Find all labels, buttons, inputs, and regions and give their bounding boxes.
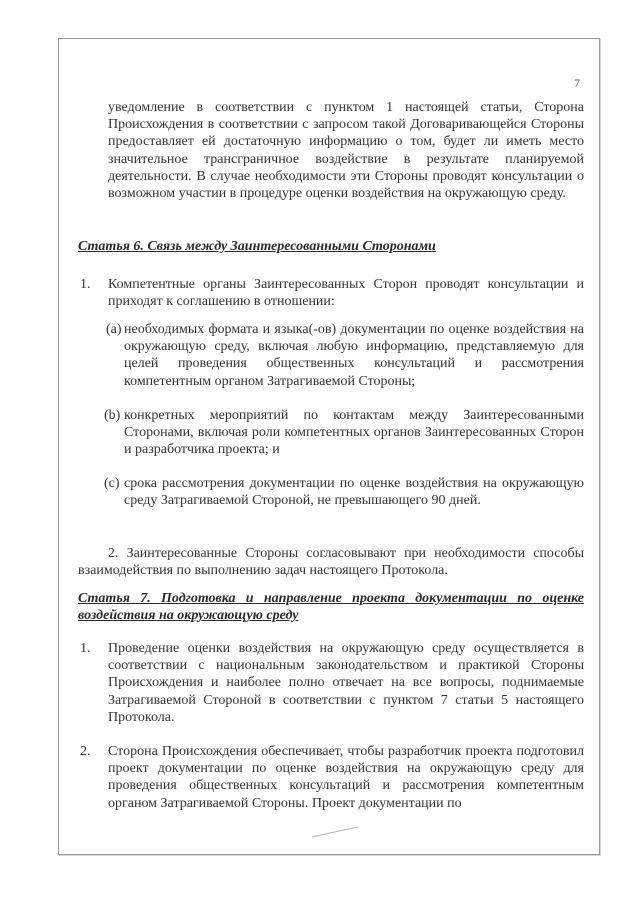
article-6-item-2-text: Заинтересованные Стороны согласовывают при необходимости способы взаимодействия по выполнению задач настоящего Протокола. [78, 546, 585, 579]
article-6-subitem-c-text: срока рассмотрения документации по оценке воздействия на окружающую среду Затрагиваемой Стороной, не превышающего 90 дней. [124, 476, 584, 509]
page-number: 7 [574, 76, 580, 90]
article-6-heading: Статья 6. Связь между Заинтересованными Сторонами [78, 239, 436, 254]
article-6-subitem-b-marker: (b) [104, 408, 121, 423]
article-7-item-2-text: Сторона Происхождения обеспечивает, чтобы разработчик проекта подготовил проект документации по оценке воздействия на окружающую среду для проведения общественных консультаций и рассмотрения компетентным органом Затрагиваемой Стороны. Проект документации по [108, 744, 584, 811]
article-7-item-2-number: 2. [80, 744, 91, 759]
article-7-heading: Статья 7. Подготовка и направление проекта документации по оценке воздействия на окружающую среду [78, 591, 584, 624]
article-6-item-2-number: 2. [108, 546, 119, 561]
article-7-item-1-text: Проведение оценки воздействия на окружающую среду осуществляется в соответствии с национальным законодательством и практикой Стороны Происхождения и наиболее полно отвечает на все вопросы, поднимаемые Затрагиваемой Стороной в соответствии с пунктом 7 статьи 5 настоящего Протокола. [108, 641, 584, 725]
scan-artifact-mark [310, 825, 360, 839]
article-6-item-1-number: 1. [80, 277, 91, 292]
intro-paragraph: уведомление в соответствии с пунктом 1 настоящей статьи, Сторона Происхождения в соответствии с запросом такой Договаривающейся Стороны предоставляет ей достаточную информацию о том, будет ли иметь место значительное трансграничное воздействие в результате планируемой деятельности. В случае необходимости эти Стороны проводят консультации о возможном участии в процедуре оценки воздействия на окружающую среду. [108, 100, 584, 202]
article-6-subitem-a-text: необходимых формата и языка(-ов) документации по оценке воздействия на окружающую среду, включая любую информацию, представляемую для целей проведения общественных консультаций и рассмотрения компетентным органом Затрагиваемой Стороны; [124, 322, 584, 389]
article-6-subitem-c-marker: (c) [104, 476, 120, 491]
article-7-item-1-number: 1. [80, 641, 91, 656]
article-6-item-1-text: Компетентные органы Заинтересованных Сторон проводят консультации и приходят к соглашению в отношении: [108, 277, 584, 310]
article-6-subitem-a-marker: (a) [106, 322, 122, 337]
article-6-item-2 [78, 545, 584, 579]
article-6-subitem-b-text: конкретных мероприятий по контактам между Заинтересованными Сторонами, включая роли компетентных органов Заинтересованных Сторон и разработчика проекта; и [124, 408, 584, 458]
